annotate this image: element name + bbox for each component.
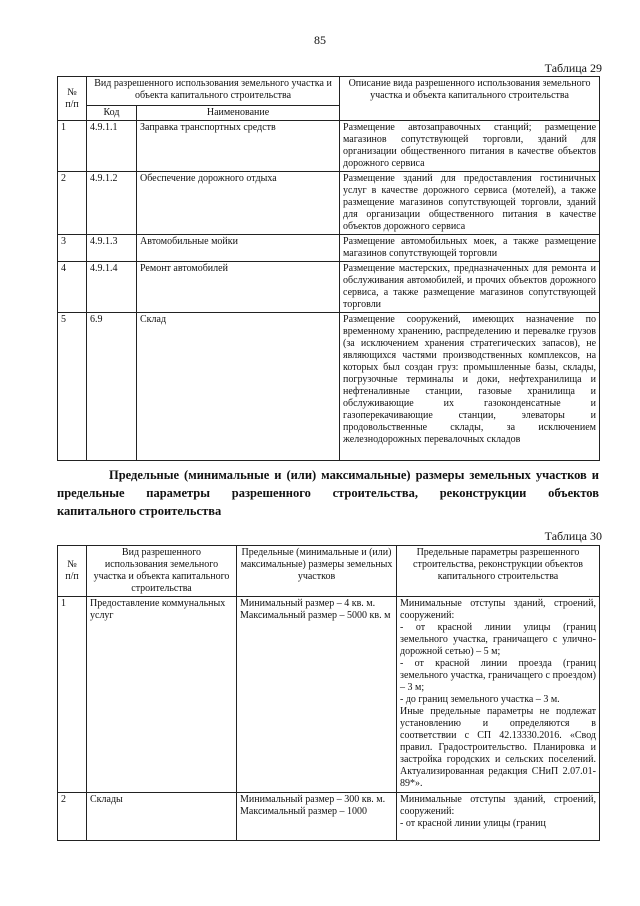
table-row (58, 793, 600, 841)
table-row (58, 172, 600, 235)
heading-line: предельные параметры разрешенного строительства, реконструкции объектов (57, 486, 599, 500)
param-line: - от красной линии проезда (границ земельного участка, граничащего с проездом) – 3 м; (400, 658, 596, 693)
table-row (58, 121, 600, 172)
row-code: 4.9.1.3 (87, 235, 137, 262)
param-line: Минимальные отступы зданий, строений, сооружений: (400, 598, 596, 621)
header-description: Описание вида разрешенного использования земельного участка и объекта капитального строительства (340, 77, 600, 121)
table-29 (57, 76, 600, 461)
header-size: Предельные (минимальные и (или) максимальные) размеры земельных участков (237, 546, 397, 597)
row-code: 6.9 (87, 313, 137, 461)
heading-line: капитального строительства (57, 504, 222, 518)
row-num: 1 (58, 597, 87, 793)
row-description: Размещение автозаправочных станций; размещение магазинов сопутствующей торговли, зданий для организации общественного питания в качестве объектов дорожного сервиса (340, 121, 600, 172)
row-description: Размещение мастерских, предназначенных для ремонта и обслуживания автомобилей, и прочих объектов дорожного сервиса, а также размещение магазинов сопутствующей торговли (340, 262, 600, 313)
param-line: Иные предельные параметры не подлежат установлению и определяются в соответствии с СП 42.13330.2016. «Свод правил. Градостроительство. Планировка и застройка городских и сельских поселений. Актуализированная редакция СНиП 2.07.01-89*». (400, 706, 596, 789)
table-row (58, 597, 600, 793)
row-params (397, 597, 600, 793)
row-description: Размещение зданий для предоставления гостиничных услуг в качестве дорожного сервиса (мотелей), а также размещение магазинов сопутствующей торговли, зданий для организации общественного питания в качестве объектов дорожного сервиса (340, 172, 600, 235)
row-num: 2 (58, 793, 87, 841)
row-description: Размещение сооружений, имеющих назначение по временному хранению, распределению и перевалке грузов (за исключением хранения стратегических запасов), не являющихся частями производственных комплексов, на которых был создан груз: промышленные базы, склады, погрузочные терминалы и доки, нефтехранилища и нефтеналивные станции, газовые хранилища и обслуживающие их газоконденсатные и газоперекачивающие станции, элеваторы и продовольственные склады, за исключением железнодорожных перевалочных складов (340, 313, 600, 461)
header-kind: Вид разрешенного использования земельного участка и объекта капитального строительства (87, 546, 237, 597)
table-row (58, 313, 600, 461)
header-code: Код (87, 106, 137, 121)
header-name: Наименование (137, 106, 340, 121)
row-name: Обеспечение дорожного отдыха (137, 172, 340, 235)
table-row (58, 235, 600, 262)
row-description: Размещение автомобильных моек, а также размещение магазинов сопутствующей торговли (340, 235, 600, 262)
param-line: - до границ земельного участка – 3 м. (400, 694, 560, 705)
row-params (397, 793, 600, 841)
param-line: Минимальные отступы зданий, строений, сооружений: (400, 794, 596, 817)
header-params: Предельные параметры разрешенного строительства, реконструкции объектов капитального строительства (397, 546, 600, 597)
row-name: Склад (137, 313, 340, 461)
header-kind: Вид разрешенного использования земельного участка и объекта капитального строительства (87, 77, 340, 106)
table-29-caption: Таблица 29 (544, 61, 602, 75)
row-num: 4 (58, 262, 87, 313)
table-row (58, 262, 600, 313)
page-number: 85 (314, 33, 326, 47)
header-num: № п/п (58, 546, 87, 597)
row-code: 4.9.1.4 (87, 262, 137, 313)
row-name: Автомобильные мойки (137, 235, 340, 262)
row-num: 5 (58, 313, 87, 461)
table-30-caption: Таблица 30 (544, 529, 602, 543)
row-code: 4.9.1.1 (87, 121, 137, 172)
row-code: 4.9.1.2 (87, 172, 137, 235)
heading-line: Предельные (минимальные и (или) максимальные) размеры земельных участков и (109, 468, 599, 482)
row-kind: Склады (87, 793, 237, 841)
row-num: 3 (58, 235, 87, 262)
header-num: № п/п (58, 77, 87, 121)
row-size: Минимальный размер – 300 кв. м. Максимальный размер – 1000 (237, 793, 397, 841)
row-num: 2 (58, 172, 87, 235)
row-name: Ремонт автомобилей (137, 262, 340, 313)
param-line: - от красной линии улицы (границ земельного участка, граничащего с улично-дорожной сетью) – 5 м; (400, 622, 596, 657)
row-num: 1 (58, 121, 87, 172)
row-name: Заправка транспортных средств (137, 121, 340, 172)
row-size: Минимальный размер – 4 кв. м. Максимальный размер – 5000 кв. м (237, 597, 397, 793)
table-30 (57, 545, 600, 841)
param-line: - от красной линии улицы (границ (400, 818, 546, 829)
section-heading (57, 466, 599, 520)
row-kind: Предоставление коммунальных услуг (87, 597, 237, 793)
